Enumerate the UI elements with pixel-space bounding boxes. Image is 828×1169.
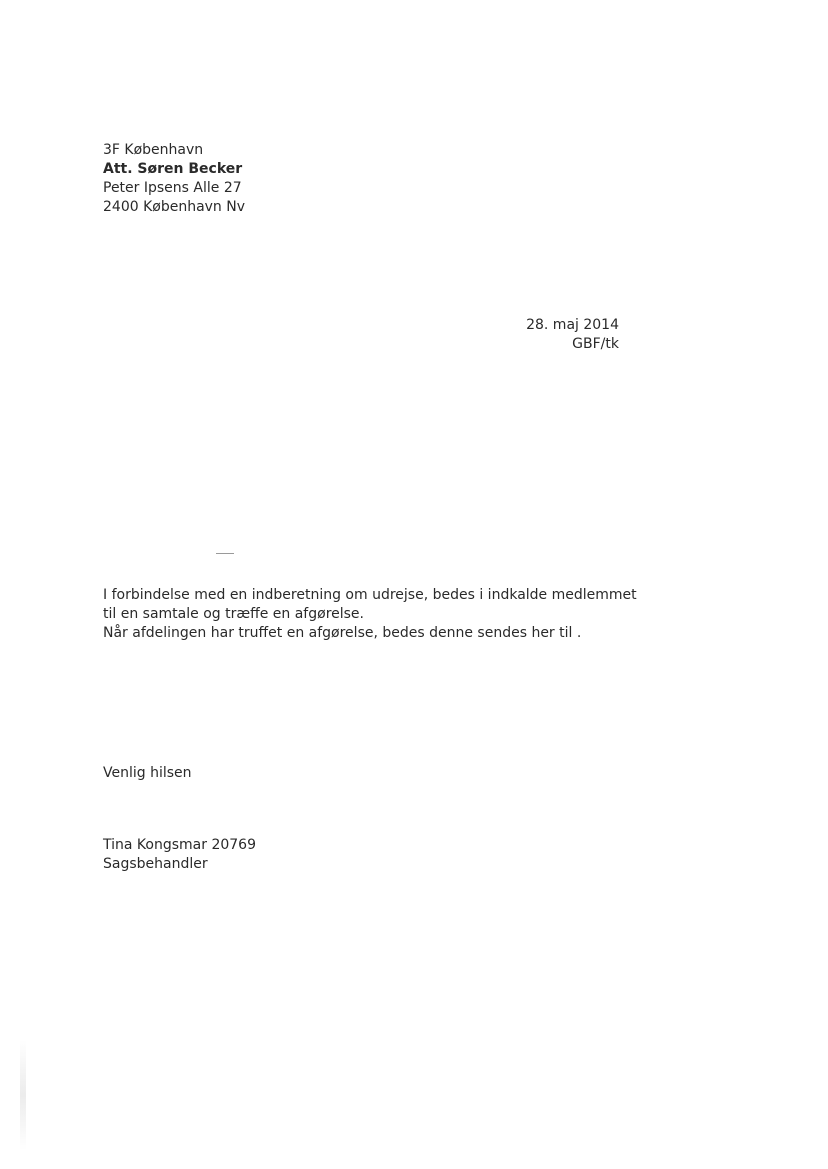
body-line-2: til en samtale og træffe en afgørelse. bbox=[103, 606, 364, 622]
recipient-postal-city: 2400 København Nv bbox=[103, 199, 246, 215]
closing-block bbox=[103, 764, 192, 783]
scan-edge-artifact bbox=[20, 1040, 26, 1150]
body-line-1: I forbindelse med en indberetning om udrejse, bedes i indkalde medlemmet bbox=[103, 587, 637, 603]
date-reference-block bbox=[526, 316, 619, 354]
recipient-organization: 3F København bbox=[103, 142, 204, 158]
scan-artifact bbox=[216, 553, 234, 554]
recipient-address bbox=[103, 141, 245, 217]
letter-body bbox=[103, 586, 637, 643]
closing-greeting: Venlig hilsen bbox=[103, 765, 192, 781]
body-line-3: Når afdelingen har truffet en afgørelse, bedes denne sendes her til . bbox=[103, 625, 582, 641]
recipient-attention: Att. Søren Becker bbox=[103, 161, 243, 177]
signer-title: Sagsbehandler bbox=[103, 856, 208, 872]
reference-initials: GBF/tk bbox=[572, 336, 619, 352]
recipient-street: Peter Ipsens Alle 27 bbox=[103, 180, 242, 196]
signer-name: Tina Kongsmar 20769 bbox=[103, 837, 256, 853]
signer-block bbox=[103, 836, 256, 874]
letter-date: 28. maj 2014 bbox=[526, 317, 619, 333]
